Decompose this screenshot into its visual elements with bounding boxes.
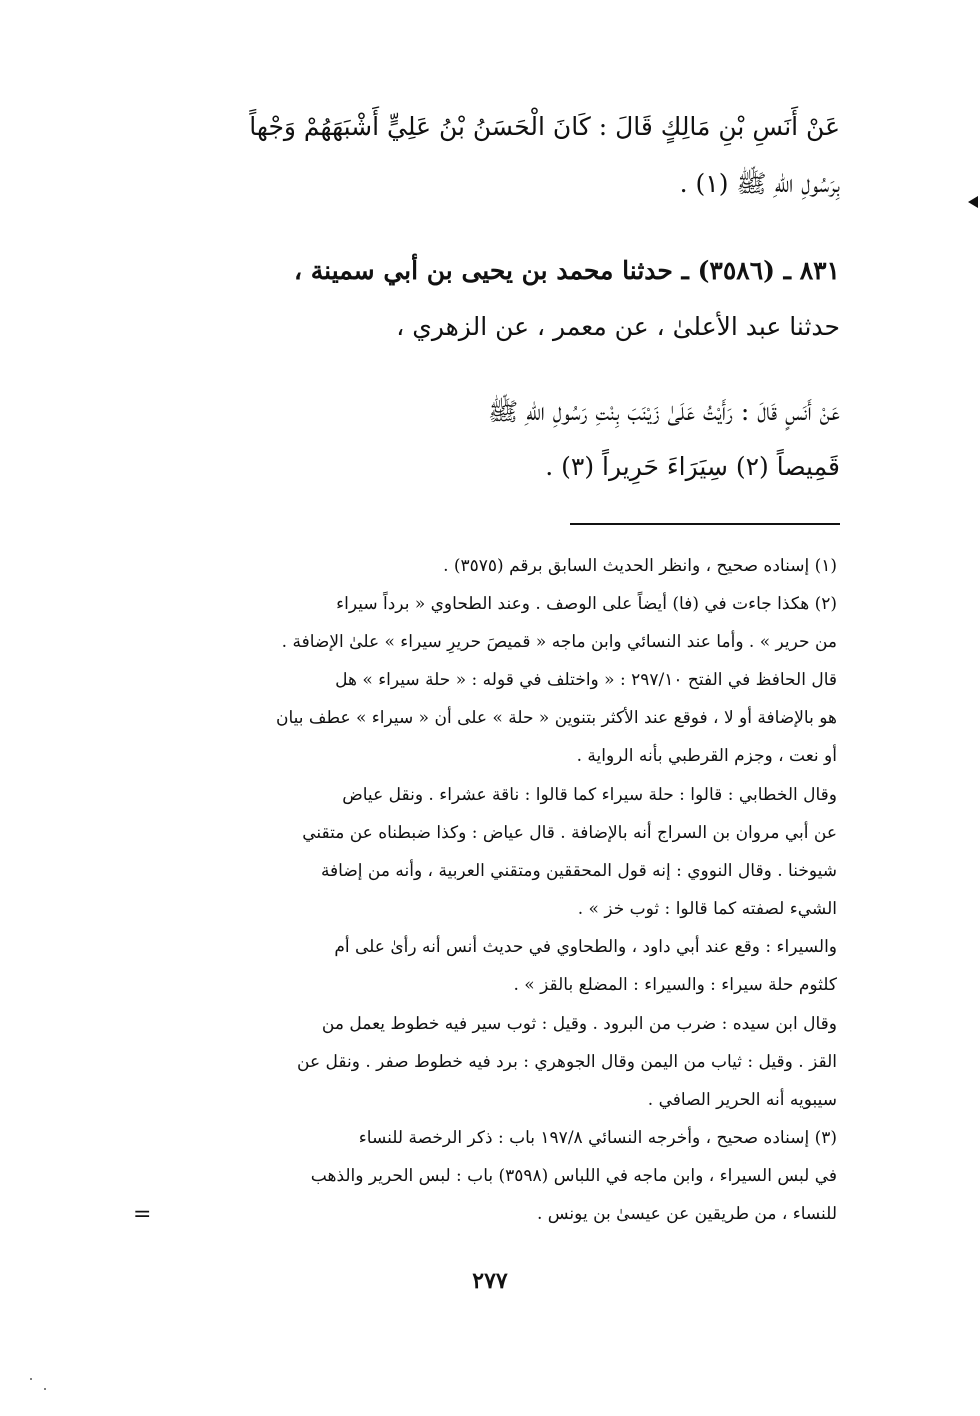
hadith-831-isnad-line-2: حدثنا عبد الأعلىٰ ، عن معمر ، عن الزهري ، (396, 312, 840, 341)
footnote-line: قال الحافظ في الفتح ٢٩٧/١٠ : « واختلف في قوله : « حلة سيراء » هل (335, 670, 837, 690)
footnote-line: للنساء ، من طريقين عن عيسىٰ بن يونس . (536, 1204, 837, 1224)
footnote-line: أو نعت ، وجزم القرطبي بأنه الرواية . (576, 746, 837, 766)
footnote-line: في لبس السيراء ، وابن ماجه في اللباس (٣٥٩٨) باب : لبس الحرير والذهب (310, 1166, 837, 1186)
footnote-line: عن أبي مروان بن السراج أنه بالإضافة . قال عياض : وكذا ضبطناه عن متقني (302, 823, 837, 843)
scan-edge-mark (968, 196, 978, 208)
footnote-line: (٣) إسناده صحيح ، وأخرجه النسائي ١٩٧/٨ باب : ذكر الرخصة للنساء (358, 1128, 837, 1148)
footnote-line: (٢) هكذا جاءت في (فا) أيضاً على الوصف . وعند الطحاوي « برداً سيراء (336, 594, 837, 614)
footnote-line: هو بالإضافة أو لا ، فوقع عند الأكثر بتنوين « حلة » على أن « سيراء » عطف بيان (275, 708, 837, 728)
footnote-line: والسيراء : وقع عند أبي داود ، والطحاوي في حديث أنس أنه رأىٰ على أم (334, 937, 837, 957)
scan-speck (30, 1378, 32, 1380)
hadith-830-matn-line-1: عَنْ أَنَسِ بْنِ مَالِكٍ قَالَ : كَانَ الْحَسَنُ بْنُ عَلِيٍّ أَشْبَهَهُمْ وَجْهاً (249, 112, 840, 141)
hadith-831-matn-line-1: عَنْ أَنَسٍ قَالَ : رَأَيْتُ عَلَىٰ زَيْنَبَ بِنْتِ رَسُولِ اللهِ ﷺ (487, 397, 840, 426)
hadith-831-isnad-line-1: ٨٣١ ـ (٣٥٨٦) ـ حدثنا محمد بن يحيى بن أبي سمينة ، (293, 256, 840, 285)
footnote-line: كلثوم حلة سيراء : والسيراء : المضلع بالقز » . (513, 975, 837, 995)
scan-speck (44, 1388, 46, 1390)
hadith-830-matn-line-2: بِرَسُولِ اللهِ ﷺ (١) . (679, 169, 840, 198)
footnote-line: القز . وقيل : ثياب من اليمن وقال الجوهري : برد فيه خطوط صفر . ونقل عن (297, 1052, 837, 1072)
hadith-831-matn-line-2: قَمِيصاً (٢) سِيَرَاءَ حَرِيراً (٣) . (545, 452, 840, 481)
footnote-line: سيبويه أنه الحرير الصافي . (647, 1090, 837, 1110)
continuation-mark: = (133, 1202, 152, 1227)
footnote-separator (570, 523, 840, 525)
footnote-line: وقال ابن سيده : ضرب من البرود . وقيل : ثوب سير فيه خطوط يعمل من (321, 1014, 837, 1034)
page-number: ٢٧٧ (472, 1268, 508, 1294)
footnote-line: من حرير » . وأما عند النسائي وابن ماجه « قميصَ حريرِ سيراء » علىٰ الإضافة . (281, 632, 837, 652)
footnote-line: شيوخنا . وقال النووي : إنه قول المحققين ومتقني العربية ، وأنه من إضافة (320, 861, 837, 881)
footnote-line: وقال الخطابي : قالوا : حلة سيراء كما قالوا : ناقة عشراء . ونقل عياض (342, 785, 837, 805)
footnote-line: (١) إسناده صحيح ، وانظر الحديث السابق برقم (٣٥٧٥) . (443, 556, 837, 576)
footnote-line: الشيء لصفته كما قالوا : ثوب خز » . (577, 899, 837, 919)
